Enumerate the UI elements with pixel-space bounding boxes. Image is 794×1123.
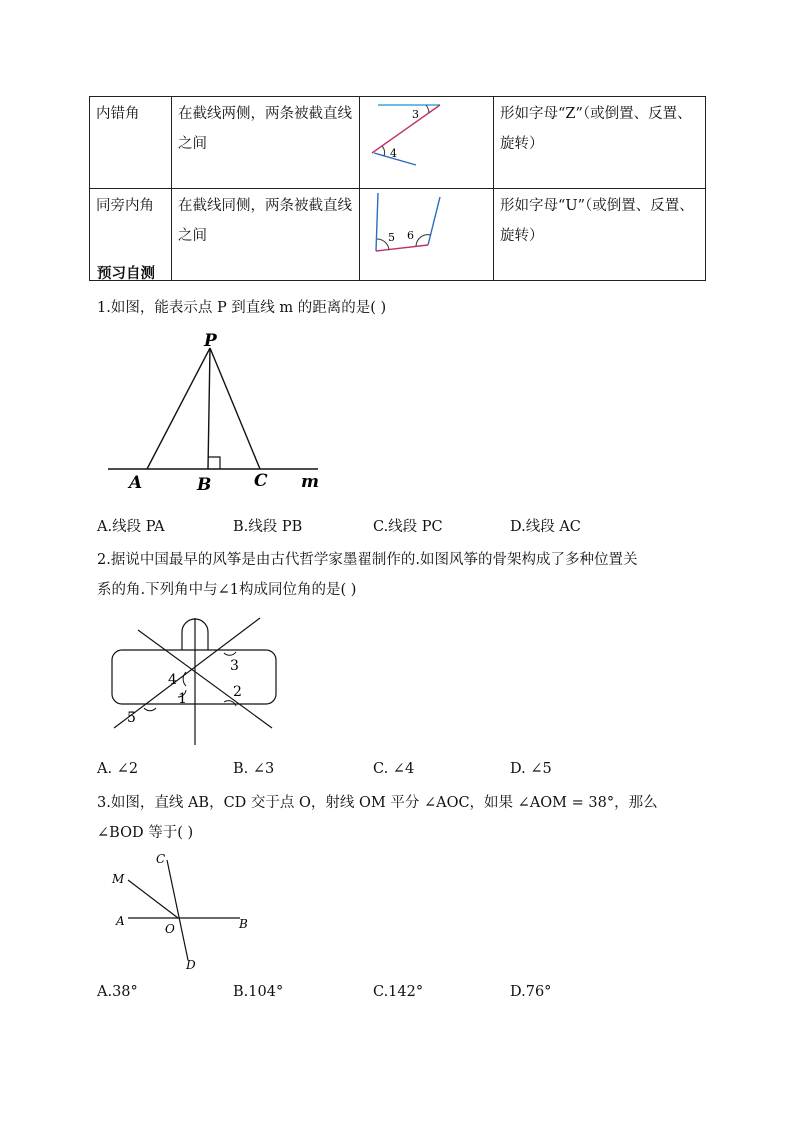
line-label-m: m: [301, 472, 319, 492]
table-row: [90, 189, 706, 281]
u-shape-figure: [360, 189, 492, 269]
point-label-m: M: [112, 872, 125, 886]
point-label-o: O: [165, 922, 175, 936]
question-3-stem-line-2: ∠BOD 等于( ): [97, 825, 194, 841]
angle-label-5: 5: [388, 231, 395, 244]
kite-angle-label-2: 2: [233, 684, 242, 700]
section-title: 预习自测: [97, 265, 155, 282]
q3-option-a[interactable]: A.38°: [97, 984, 138, 1000]
question-2-stem-line-1: 2.据说中国最早的风筝是由古代哲学家墨翟制作的.如图风筝的骨架构成了多种位置关: [97, 552, 638, 568]
question-1-stem: 1.如图，能表示点 P 到直线 m 的距离的是( ): [97, 300, 387, 316]
kite-angle-label-5: 5: [127, 710, 136, 726]
angle-label-4: 4: [390, 147, 397, 160]
angle-label-3: 3: [412, 108, 419, 121]
kite-angle-label-3: 3: [230, 658, 239, 674]
q1-option-a[interactable]: A.线段 PA: [97, 519, 165, 535]
kite-angle-label-1: 1: [178, 691, 187, 707]
point-label-p: P: [204, 331, 217, 351]
question-3-stem-line-1: 3.如图，直线 AB，CD 交于点 O，射线 OM 平分 ∠AOC，如果 ∠AOM = 38°，那么: [97, 795, 658, 811]
angle-shape-cell: 形如字母“U”（或倒置、反置、旋转）: [494, 189, 706, 281]
q3-option-b[interactable]: B.104°: [233, 984, 284, 1000]
point-label-b: B: [239, 917, 248, 931]
angle-label-6: 6: [407, 229, 414, 242]
point-label-a: A: [116, 914, 125, 928]
angle-name-cell: 同旁内角: [90, 189, 172, 281]
kite-angle-label-4: 4: [168, 672, 177, 688]
angle-shape-cell: 形如字母“Z”（或倒置、反置、旋转）: [494, 97, 706, 189]
angle-types-table: [89, 96, 706, 281]
q3-option-c[interactable]: C.142°: [373, 984, 424, 1000]
question-2-stem-line-2: 系的角.下列角中与∠1构成同位角的是( ): [97, 582, 357, 598]
angle-position-cell: 在截线同侧，两条被截直线之间: [172, 189, 360, 281]
point-label-d: D: [186, 958, 196, 972]
q1-option-d[interactable]: D.线段 AC: [510, 519, 581, 535]
table-row: [90, 97, 706, 189]
q2-option-d[interactable]: D. ∠5: [510, 761, 552, 777]
question-2-kite-figure: [100, 610, 300, 750]
angle-name-cell: 内错角: [90, 97, 172, 189]
q2-option-c[interactable]: C. ∠4: [373, 761, 415, 777]
point-label-c: C: [254, 471, 268, 491]
question-1-figure: [100, 326, 330, 496]
z-shape-figure-cell: [360, 97, 494, 189]
angle-position-cell: 在截线两侧，两条被截直线之间: [172, 97, 360, 189]
point-label-c: C: [156, 852, 166, 866]
point-label-a: A: [129, 473, 143, 493]
q1-option-b[interactable]: B.线段 PB: [233, 519, 303, 535]
q2-option-a[interactable]: A. ∠2: [97, 761, 139, 777]
q1-option-c[interactable]: C.线段 PC: [373, 519, 443, 535]
z-shape-figure: [360, 97, 492, 177]
u-shape-figure-cell: [360, 189, 494, 281]
point-label-b: B: [197, 475, 212, 495]
q3-option-d[interactable]: D.76°: [510, 984, 552, 1000]
q2-option-b[interactable]: B. ∠3: [233, 761, 275, 777]
question-3-figure: [110, 850, 260, 974]
